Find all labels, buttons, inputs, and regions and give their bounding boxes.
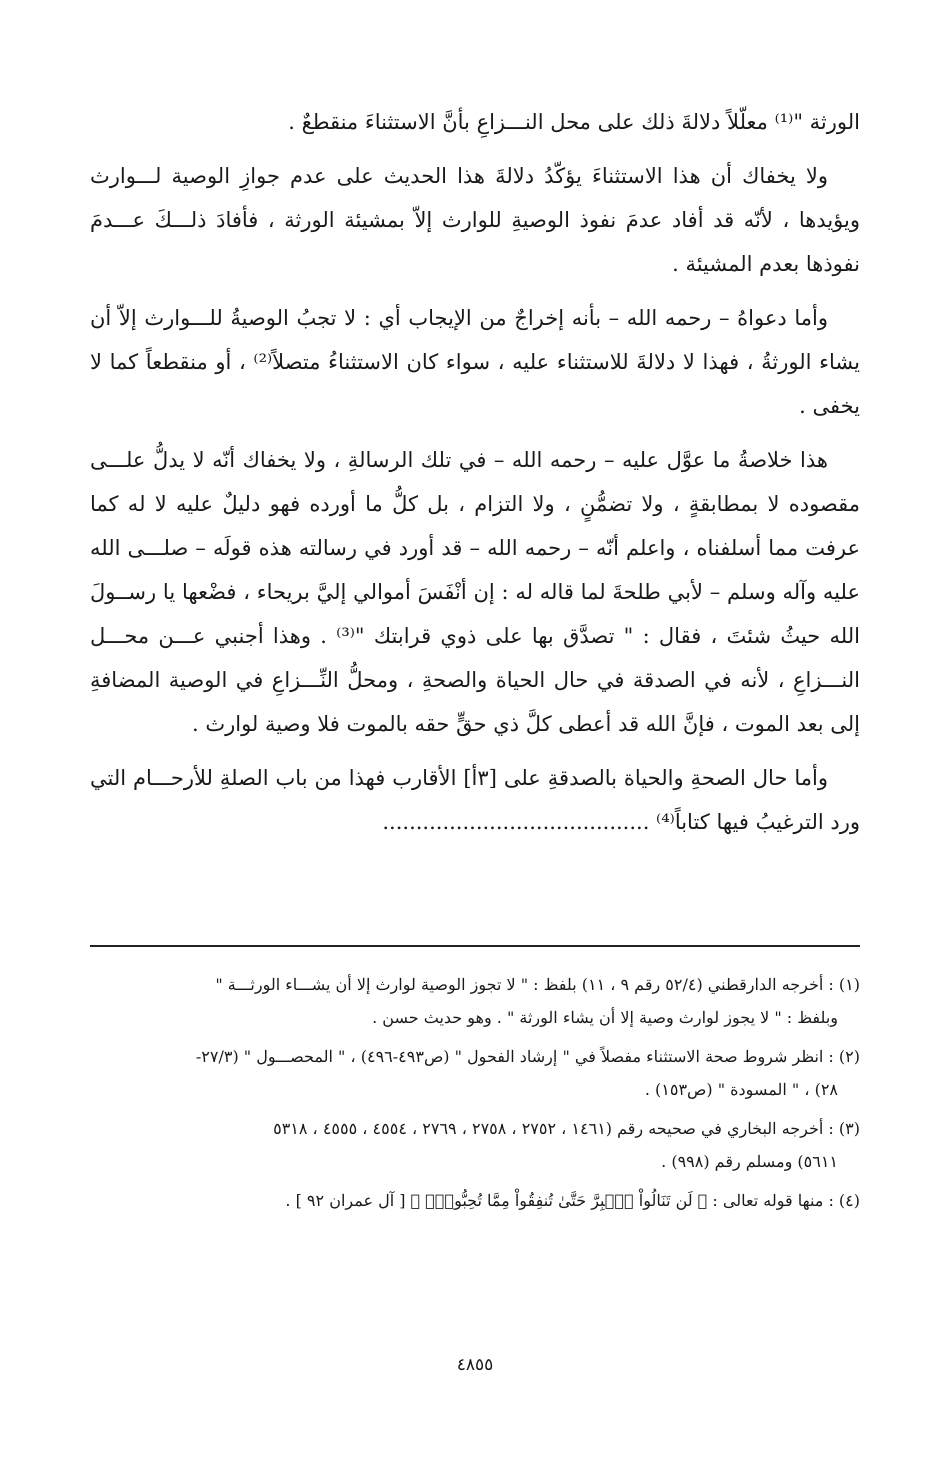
paragraph-4: هذا خلاصةُ ما عوَّل عليه – رحمه الله – في تلك الرسالةِ ، ولا يخفاك أنّه لا يدلُّ علـــى مقصوده لا بمطابقةٍ ، ولا تضمُّنٍ ، ولا التزام ، بل كلُّ ما أورده فهو دليلٌ عليه لا له كما عرفت مما أسلفناه ، واعلم أنّه – رحمه الله – قد أورد في رسالته هذه قولَه – صلـــى الله عليه وآله وسلم – لأبي طلحةَ لما قاله له : إن أنْفَسَ أموالي إليَّ بريحاء ، فضْعها يا رســولَ الله حيثُ شئتَ ، فقال : " تصدَّق بها على ذوي قرابتك "⁽³⁾ . وهذا أجنبي عـــن محـــل النـــزاعِ ، لأنه في الصدقة في حال الحياة والصحةِ ، ومحلُّ النِّـــزاعِ في الوصية المضافةِ إلى بعد الموت ، فإنَّ الله قد أعطى كلَّ ذي حقٍّ حقه بالموت فلا وصية لوارث . xyxy=(90,448,860,736)
footnote-1 xyxy=(90,968,860,1034)
footnote-3-line-1: (٣) : أخرجه البخاري في صحيحه رقم (١٤٦١ ، ٢٧٥٢ ، ٢٧٥٨ ، ٢٧٦٩ ، ٤٥٥٤ ، ٤٥٥٥ ، ٥٣١٨ xyxy=(273,1119,860,1138)
footnote-2 xyxy=(90,1040,860,1106)
footnote-divider xyxy=(90,945,860,947)
paragraph-5: وأما حال الصحةِ والحياة بالصدقةِ على [٣أ] الأقارب فهذا من باب الصلةِ للأرحـــام التي ورد الترغيبُ فيها كتاباً⁽⁴⁾ ........................................ xyxy=(90,766,860,834)
footnote-2-line-1: (٢) : انظر شروط صحة الاستثناء مفصلاً في " إرشاد الفحول " (ص٤٩٣-٤٩٦) ، " المحصـــول " (٢٧/٣- xyxy=(195,1047,860,1066)
page-number: ٤٨٥٥ xyxy=(456,1355,494,1375)
footnote-1-line-1: (١) : أخرجه الدارقطني (٥٢/٤ رقم ٩ ، ١١) بلفظ : " لا تجوز الوصية لوارث إلا أن يشـــاء الورثـــة " xyxy=(215,975,860,994)
footnote-1-line-2: وبلفظ : " لا يجوز لوارث وصية إلا أن يشاء الورثة " . وهو حديث حسن . xyxy=(372,1008,838,1027)
main-text xyxy=(90,100,860,854)
footnote-3-line-2: ٥٦١١) ومسلم رقم (٩٩٨) . xyxy=(661,1152,838,1171)
paragraph-2: ولا يخفاك أن هذا الاستثناءَ يؤكّدُ دلالةَ هذا الحديث على عدم جوازِ الوصية لـــوارث ويؤيدها ، لأنّه قد أفاد عدمَ نفوذ الوصيةِ للوارث إلاّ بمشيئة الورثة ، فأفادَ ذلـــكَ عـــدمَ نفوذها بعدم المشيئة . xyxy=(90,164,860,276)
footnotes xyxy=(90,968,860,1223)
paragraph-3: وأما دعواهُ – رحمه الله – بأنه إخراجٌ من الإيجاب أي : لا تجبُ الوصيةُ للـــوارث إلاّ أن يشاء الورثةُ ، فهذا لا دلالةَ للاستثناء عليه ، سواء كان الاستثناءُ متصلاً⁽²⁾ ، أو منقطعاً كما لا يخفى . xyxy=(90,306,860,418)
paragraph-1: الورثة "⁽¹⁾ معلّلاً دلالةَ ذلك على محل النـــزاعِ بأنَّ الاستثناءَ منقطعٌ . xyxy=(288,110,860,134)
footnote-4: (٤) : منها قوله تعالى : ﴿ لَن تَنَالُواْ ٱلۡبِرَّ حَتَّىٰ تُنفِقُواْ مِمَّا تُحِبُّونَۚ ﴾ [ آل عمران ٩٢ ] . xyxy=(285,1191,860,1210)
footnote-2-line-2: ٢٨) ، " المسودة " (ص١٥٣) . xyxy=(644,1080,838,1099)
footnote-3 xyxy=(90,1112,860,1178)
